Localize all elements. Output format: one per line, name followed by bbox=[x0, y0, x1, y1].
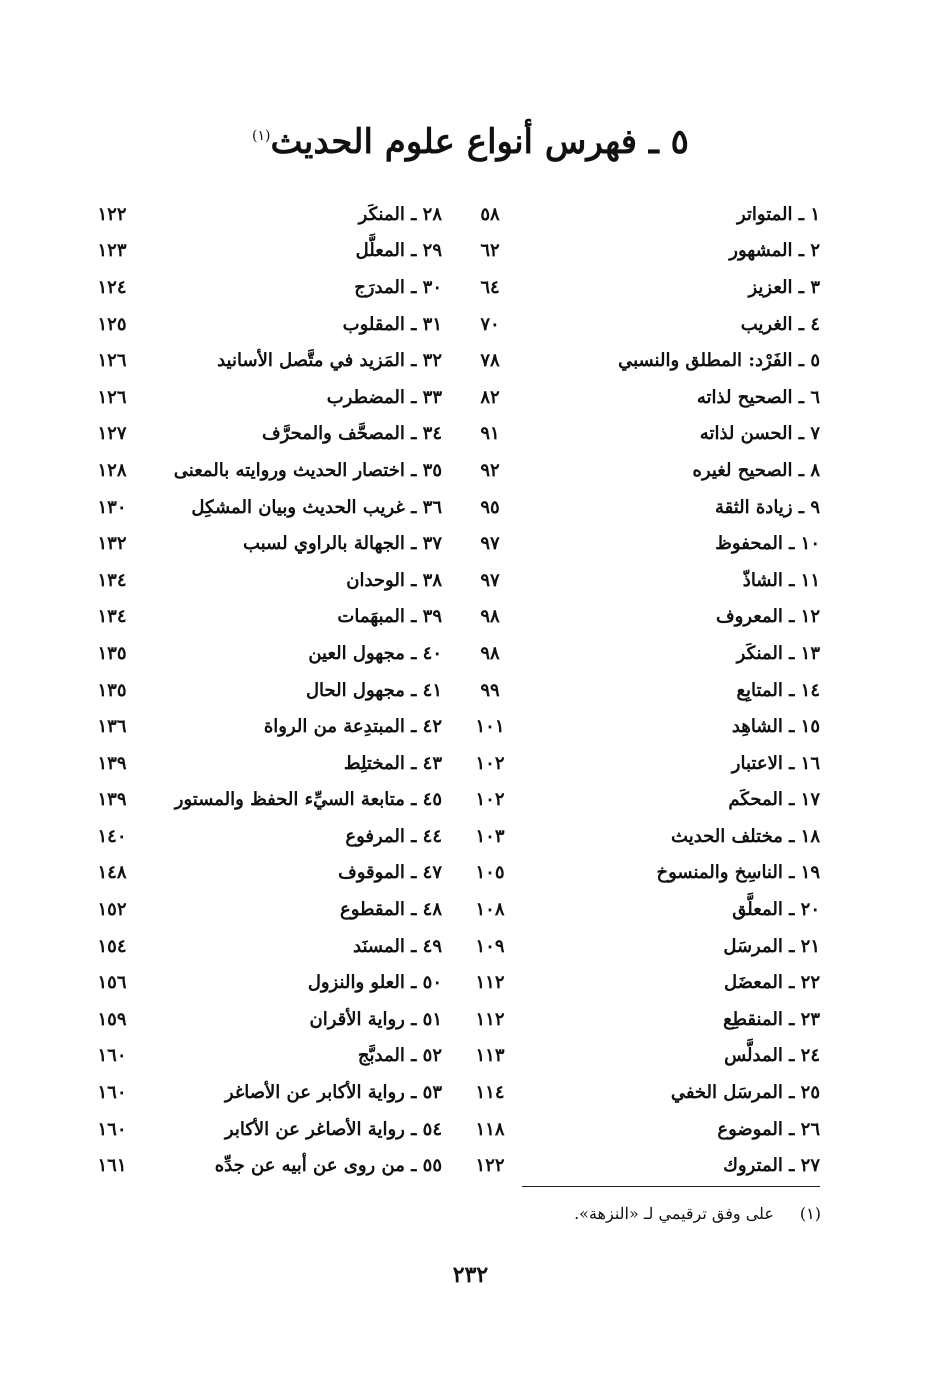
entry-label: ٣٦ ـ غريب الحديث وبيان المشكِل bbox=[191, 496, 442, 518]
entry-label: ٤٩ ـ المسنَد bbox=[353, 935, 442, 957]
entry-label: ٧ ـ الحسن لذاته bbox=[699, 423, 820, 445]
index-entry bbox=[92, 745, 442, 782]
entry-label: ٣٩ ـ المبهَمات bbox=[337, 606, 442, 628]
entry-page-number: ١٠١ bbox=[475, 716, 505, 738]
footnote-divider bbox=[522, 1186, 820, 1187]
entry-page-number: ١٢٢ bbox=[475, 1155, 505, 1177]
entry-label: ٥٤ ـ رواية الأصاغر عن الأكابر bbox=[224, 1118, 442, 1140]
entry-label: ٣٨ ـ الوحدان bbox=[346, 569, 442, 591]
entry-page-number: ٧٨ bbox=[480, 350, 500, 372]
index-entry bbox=[92, 782, 442, 819]
entry-page-number: ١٤٠ bbox=[97, 825, 127, 847]
index-entry bbox=[92, 342, 442, 379]
index-entry bbox=[470, 1038, 820, 1075]
entry-page-number: ١٣٩ bbox=[97, 789, 127, 811]
index-entry bbox=[92, 416, 442, 453]
index-entry bbox=[470, 489, 820, 526]
entry-page-number: ٨٢ bbox=[480, 386, 500, 408]
entry-label: ٥٢ ـ المدبَّج bbox=[357, 1045, 442, 1067]
entry-page-number: ٧٠ bbox=[480, 313, 500, 335]
entry-label: ٥٠ ـ العلو والنزول bbox=[307, 972, 442, 994]
index-entry bbox=[92, 379, 442, 416]
entry-label: ١٦ ـ الاعتبار bbox=[731, 752, 820, 774]
entry-label: ٤٠ ـ مجهول العين bbox=[308, 642, 442, 664]
entry-page-number: ١٥٩ bbox=[97, 1008, 127, 1030]
index-entry bbox=[92, 196, 442, 233]
index-entry bbox=[470, 1001, 820, 1038]
entry-page-number: ١٠٣ bbox=[475, 825, 505, 847]
entry-page-number: ١٣٦ bbox=[97, 716, 127, 738]
entry-page-number: ٩٨ bbox=[480, 606, 500, 628]
index-entry bbox=[92, 306, 442, 343]
index-entry bbox=[470, 416, 820, 453]
entry-label: ٢٩ ـ المعلَّل bbox=[355, 240, 442, 262]
entry-page-number: ٩٧ bbox=[480, 569, 500, 591]
entry-page-number: ٩٢ bbox=[480, 459, 500, 481]
entry-label: ٤٤ ـ المرفوع bbox=[345, 825, 442, 847]
entry-page-number: ١٢٦ bbox=[97, 350, 127, 372]
entry-page-number: ١٣٥ bbox=[97, 642, 127, 664]
entry-page-number: ١١٢ bbox=[475, 972, 505, 994]
entry-page-number: ١٦١ bbox=[97, 1155, 127, 1177]
entry-label: ٥١ ـ رواية الأقران bbox=[309, 1008, 442, 1030]
index-entry bbox=[92, 562, 442, 599]
title-footnote-marker: (١) bbox=[252, 128, 271, 144]
entry-label: ٣٠ ـ المدرَج bbox=[354, 276, 442, 298]
index-entry bbox=[470, 635, 820, 672]
entry-page-number: ١٢٦ bbox=[97, 386, 127, 408]
entry-page-number: ١٦٠ bbox=[97, 1082, 127, 1104]
entry-label: ١٨ ـ مختلف الحديث bbox=[671, 825, 820, 847]
entry-page-number: ٦٢ bbox=[480, 240, 500, 262]
entry-page-number: ٩٩ bbox=[480, 679, 500, 701]
entry-label: ٨ ـ الصحيح لغيره bbox=[692, 459, 820, 481]
index-entry bbox=[470, 562, 820, 599]
index-entry bbox=[92, 1038, 442, 1075]
entry-page-number: ١٥٢ bbox=[97, 899, 127, 921]
index-column-right bbox=[470, 196, 820, 1184]
entry-label: ١٣ ـ المنكَر bbox=[736, 642, 820, 664]
entry-label: ٦ ـ الصحيح لذاته bbox=[696, 386, 820, 408]
entry-page-number: ٩٧ bbox=[480, 533, 500, 555]
entry-label: ٥ ـ الفَرْد: المطلق والنسبي bbox=[618, 350, 820, 372]
entry-label: ٢٤ ـ المدلَّس bbox=[724, 1045, 820, 1067]
entry-label: ٥٣ ـ رواية الأكابر عن الأصاغر bbox=[224, 1082, 442, 1104]
index-entry bbox=[470, 855, 820, 892]
index-entry bbox=[470, 818, 820, 855]
index-entry bbox=[470, 745, 820, 782]
entry-label: ١٩ ـ الناسِخ والمنسوخ bbox=[656, 862, 820, 884]
entry-page-number: ١٦٠ bbox=[97, 1045, 127, 1067]
index-entry bbox=[470, 708, 820, 745]
entry-label: ٤ ـ الغريب bbox=[740, 313, 820, 335]
index-entry bbox=[470, 196, 820, 233]
entry-page-number: ١٠٩ bbox=[475, 935, 505, 957]
entry-label: ٩ ـ زيادة الثقة bbox=[714, 496, 820, 518]
entry-page-number: ١٢٨ bbox=[97, 459, 127, 481]
index-entry bbox=[92, 233, 442, 270]
index-entry bbox=[470, 525, 820, 562]
index-entry bbox=[92, 452, 442, 489]
index-entry bbox=[92, 489, 442, 526]
entry-label: ٣٥ ـ اختصار الحديث وروايته بالمعنى bbox=[173, 459, 442, 481]
entry-page-number: ١١٣ bbox=[475, 1045, 505, 1067]
entry-page-number: ٩٨ bbox=[480, 642, 500, 664]
entry-label: ٣٧ ـ الجهالة بالراوي لسبب bbox=[242, 533, 442, 555]
index-entry bbox=[92, 964, 442, 1001]
entry-page-number: ١٢٤ bbox=[97, 276, 127, 298]
entry-label: ٤٣ ـ المختلِط bbox=[343, 752, 442, 774]
entry-label: ٢٣ ـ المنقطِع bbox=[723, 1008, 820, 1030]
entry-label: ٢٥ ـ المرسَل الخفي bbox=[670, 1082, 820, 1104]
entry-page-number: ٩١ bbox=[480, 423, 500, 445]
entry-label: ٥٥ ـ من روى عن أبيه عن جدِّه bbox=[214, 1155, 442, 1177]
footnote bbox=[574, 1204, 821, 1223]
entry-label: ٢٢ ـ المعضَل bbox=[724, 972, 820, 994]
entry-page-number: ١١٨ bbox=[475, 1118, 505, 1140]
entry-label: ٣ ـ العزيز bbox=[748, 276, 820, 298]
entry-label: ٢٧ ـ المتروك bbox=[723, 1155, 820, 1177]
entry-label: ١١ ـ الشاذّ bbox=[742, 569, 820, 591]
footnote-marker: (١) bbox=[799, 1204, 821, 1223]
index-entry bbox=[470, 782, 820, 819]
index-entry bbox=[470, 306, 820, 343]
index-entry bbox=[470, 891, 820, 928]
entry-label: ٣١ ـ المقلوب bbox=[342, 313, 442, 335]
entry-page-number: ١٥٤ bbox=[97, 935, 127, 957]
index-entry bbox=[92, 672, 442, 709]
entry-label: ٣٣ ـ المضطرب bbox=[326, 386, 442, 408]
entry-page-number: ١٣٥ bbox=[97, 679, 127, 701]
entry-label: ١٢ ـ المعروف bbox=[715, 606, 820, 628]
index-entry bbox=[470, 1074, 820, 1111]
entry-page-number: ٩٥ bbox=[480, 496, 500, 518]
index-entry bbox=[470, 599, 820, 636]
entry-label: ١ ـ المتواتر bbox=[736, 203, 820, 225]
entry-page-number: ١٢٥ bbox=[97, 313, 127, 335]
entry-label: ١٠ ـ المحفوظ bbox=[715, 533, 820, 555]
entry-page-number: ١٢٢ bbox=[97, 203, 127, 225]
index-entry bbox=[92, 1001, 442, 1038]
entry-page-number: ١١٤ bbox=[475, 1082, 505, 1104]
index-entry bbox=[92, 525, 442, 562]
entry-label: ٤٢ ـ المبتدِعة من الرواة bbox=[263, 716, 442, 738]
index-entry bbox=[470, 379, 820, 416]
index-entry bbox=[92, 818, 442, 855]
entry-page-number: ١٥٦ bbox=[97, 972, 127, 994]
index-entry bbox=[470, 342, 820, 379]
index-entry bbox=[92, 855, 442, 892]
entry-label: ٤١ ـ مجهول الحال bbox=[305, 679, 442, 701]
entry-label: ٢ ـ المشهور bbox=[729, 240, 820, 262]
entry-label: ١٥ ـ الشاهِد bbox=[731, 716, 820, 738]
index-entry bbox=[92, 928, 442, 965]
footnote-text: على وفق ترقيمي لـ «النزهة». bbox=[574, 1204, 774, 1223]
index-entry bbox=[92, 599, 442, 636]
entry-page-number: ١٢٣ bbox=[97, 240, 127, 262]
entry-label: ١٧ ـ المحكَم bbox=[728, 789, 820, 811]
entry-page-number: ١٠٨ bbox=[475, 899, 505, 921]
entry-label: ٢٨ ـ المنكَر bbox=[358, 203, 442, 225]
entry-label: ٢٦ ـ الموضوع bbox=[717, 1118, 820, 1140]
entry-page-number: ١٤٨ bbox=[97, 862, 127, 884]
entry-label: ٣٢ ـ المَزيد في متَّصل الأسانيد bbox=[217, 350, 442, 372]
index-entry bbox=[470, 269, 820, 306]
entry-label: ٢١ ـ المرسَل bbox=[723, 935, 820, 957]
entry-page-number: ١٣٠ bbox=[97, 496, 127, 518]
page-title bbox=[0, 122, 941, 162]
index-entry bbox=[470, 928, 820, 965]
index-entry bbox=[92, 1147, 442, 1184]
index-entry bbox=[470, 1147, 820, 1184]
entry-page-number: ١٦٠ bbox=[97, 1118, 127, 1140]
entry-page-number: ١٠٢ bbox=[475, 789, 505, 811]
index-entry bbox=[92, 708, 442, 745]
entry-label: ٢٠ ـ المعلَّق bbox=[732, 899, 820, 921]
entry-label: ٣٤ ـ المصحَّف والمحرَّف bbox=[262, 423, 442, 445]
entry-page-number: ١٣٤ bbox=[97, 569, 127, 591]
index-entry bbox=[470, 452, 820, 489]
index-entry bbox=[470, 964, 820, 1001]
entry-page-number: ١١٢ bbox=[475, 1008, 505, 1030]
entry-label: ١٤ ـ المتابِع bbox=[736, 679, 820, 701]
index-column-left bbox=[92, 196, 442, 1184]
index-entry bbox=[470, 1111, 820, 1148]
entry-label: ٤٨ ـ المقطوع bbox=[340, 899, 442, 921]
entry-page-number: ١٠٥ bbox=[475, 862, 505, 884]
index-entry bbox=[470, 672, 820, 709]
entry-page-number: ١٣٩ bbox=[97, 752, 127, 774]
entry-page-number: ١٢٧ bbox=[97, 423, 127, 445]
entry-label: ٤٧ ـ الموقوف bbox=[338, 862, 442, 884]
index-entry bbox=[92, 1111, 442, 1148]
index-entry bbox=[470, 233, 820, 270]
page-number: ٢٣٢ bbox=[452, 1262, 489, 1288]
index-entry bbox=[92, 1074, 442, 1111]
entry-page-number: ١٠٢ bbox=[475, 752, 505, 774]
entry-label: ٤٥ ـ متابعة السيِّء الحفظ والمستور bbox=[174, 789, 442, 811]
index-entry bbox=[92, 891, 442, 928]
entry-page-number: ١٣٢ bbox=[97, 533, 127, 555]
index-entry bbox=[92, 635, 442, 672]
entry-page-number: ٦٤ bbox=[480, 276, 500, 298]
entry-page-number: ١٣٤ bbox=[97, 606, 127, 628]
entry-page-number: ٥٨ bbox=[480, 203, 500, 225]
title-text: ٥ ـ فهرس أنواع علوم الحديث bbox=[270, 122, 689, 162]
index-entry bbox=[92, 269, 442, 306]
